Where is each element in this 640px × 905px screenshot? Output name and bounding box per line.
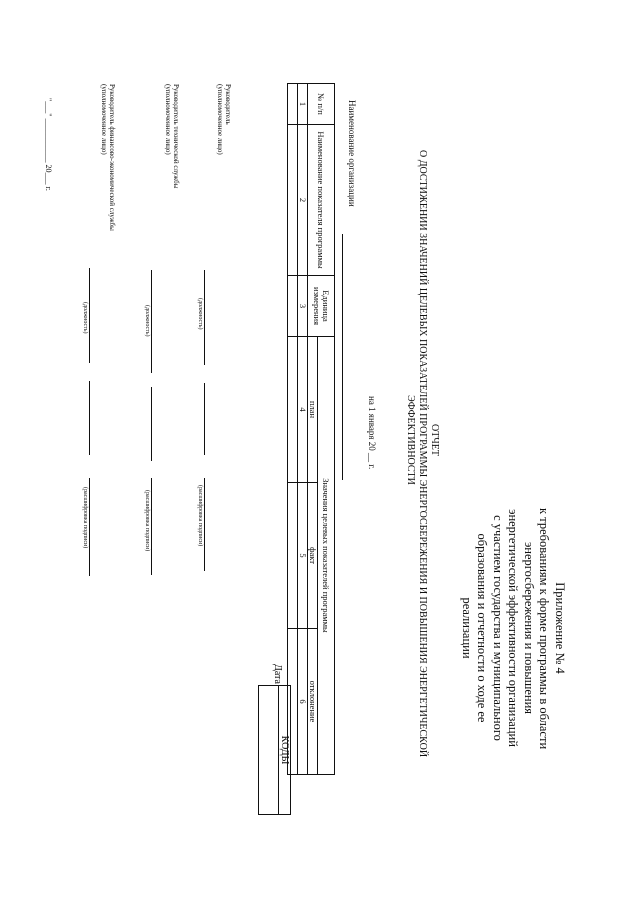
- signatory-2-decode-line: [151, 478, 152, 575]
- table-cell: [288, 276, 298, 337]
- organization-label: Наименование организации: [347, 100, 357, 207]
- header-deviation: отклонение: [308, 629, 318, 775]
- signatory-2-position-caption: (должность): [144, 305, 150, 337]
- signatory-3-label: [100, 84, 116, 231]
- report-title: ОТЧЕТ: [429, 423, 440, 457]
- date-label: Дата: [272, 664, 283, 684]
- col-number-5: 5: [298, 483, 308, 629]
- appendix-line: энергосбережения и повышения: [522, 541, 536, 715]
- signatory-1-decode-caption: (расшифровка подписи): [197, 485, 203, 547]
- header-plan: план: [308, 337, 318, 483]
- appendix-line: образования и отчетности о ходе ее: [475, 533, 490, 723]
- signatory-2-decode-caption: (расшифровка подписи): [144, 490, 150, 552]
- signatory-3-decode-caption: (расшифровка подписи): [82, 487, 88, 549]
- col-number-4: 4: [298, 337, 308, 483]
- header-num: № п/п: [308, 84, 335, 125]
- indicators-table: [287, 83, 335, 775]
- col-number-1: 1: [298, 84, 308, 125]
- col-number-2: 2: [298, 125, 308, 276]
- col-number-6: 6: [298, 629, 308, 775]
- table-cell: [288, 125, 298, 276]
- table-cell: [288, 629, 298, 775]
- organization-field-line: [342, 234, 343, 480]
- signatory-3-title: Руководитель финансово-экономической службы: [108, 84, 116, 231]
- appendix-line: к требованиям к форме программы в области: [537, 508, 552, 750]
- report-subtitle-cont: ЭФФЕКТИВНОСТИ: [405, 395, 416, 485]
- table-cell: [288, 84, 298, 125]
- header-name: Наименование показателя программы: [308, 125, 335, 276]
- signatory-1-title: Руководитель: [224, 84, 232, 125]
- signatory-1-note: (уполномоченное лицо): [216, 84, 224, 155]
- signatory-3-position-caption: (должность): [82, 302, 88, 334]
- appendix-header: [459, 508, 568, 748]
- signatory-3-position-line: [89, 268, 90, 363]
- signatory-3-note: (уполномоченное лицо): [100, 84, 108, 155]
- signatory-1-position-caption: (должность): [197, 298, 203, 330]
- appendix-line: реализации: [460, 597, 474, 659]
- header-unit: Единица измерения: [308, 276, 335, 337]
- signatory-1-decode-line: [204, 478, 205, 571]
- table-cell: [288, 483, 298, 629]
- signatory-3-decode-line: [89, 478, 90, 576]
- signatory-2-label: [164, 84, 180, 188]
- col-number-3: 3: [298, 276, 308, 337]
- header-values: Значения целевых показателей программы: [318, 337, 335, 775]
- report-date-line: на 1 января 20 __ г.: [367, 396, 377, 470]
- appendix-line: с участием государства и муниципального: [491, 515, 505, 741]
- signatory-2-sign-line: [151, 387, 152, 461]
- appendix-line: энергетической эффективности организаций: [506, 509, 521, 747]
- signatory-2-title: Руководитель технической службы: [172, 84, 180, 189]
- header-fact: факт: [308, 483, 318, 629]
- signatory-1-label: [216, 84, 232, 155]
- codes-header: КОДЫ: [278, 686, 290, 814]
- appendix-line: Приложение № 4: [553, 582, 567, 674]
- report-title-block: [404, 150, 440, 758]
- signatory-3-sign-line: [89, 381, 90, 455]
- signatory-2-position-line: [151, 270, 152, 373]
- signatory-1-sign-line: [204, 383, 205, 455]
- footer-date-line: "___" ___________ 20___ г.: [44, 98, 53, 191]
- signatory-2-note: (уполномоченное лицо): [164, 84, 172, 155]
- signatory-1-position-line: [204, 270, 205, 365]
- table-cell: [288, 337, 298, 483]
- report-subtitle: О ДОСТИЖЕНИИ ЗНАЧЕНИЙ ЦЕЛЕВЫХ ПОКАЗАТЕЛЕЙ ПРОГРАММЫ ЭНЕРГОСБЕРЕЖЕНИЯ И ПОВЫШЕНИЯ ЭНЕРГЕТИЧЕСКОЙ: [417, 150, 428, 758]
